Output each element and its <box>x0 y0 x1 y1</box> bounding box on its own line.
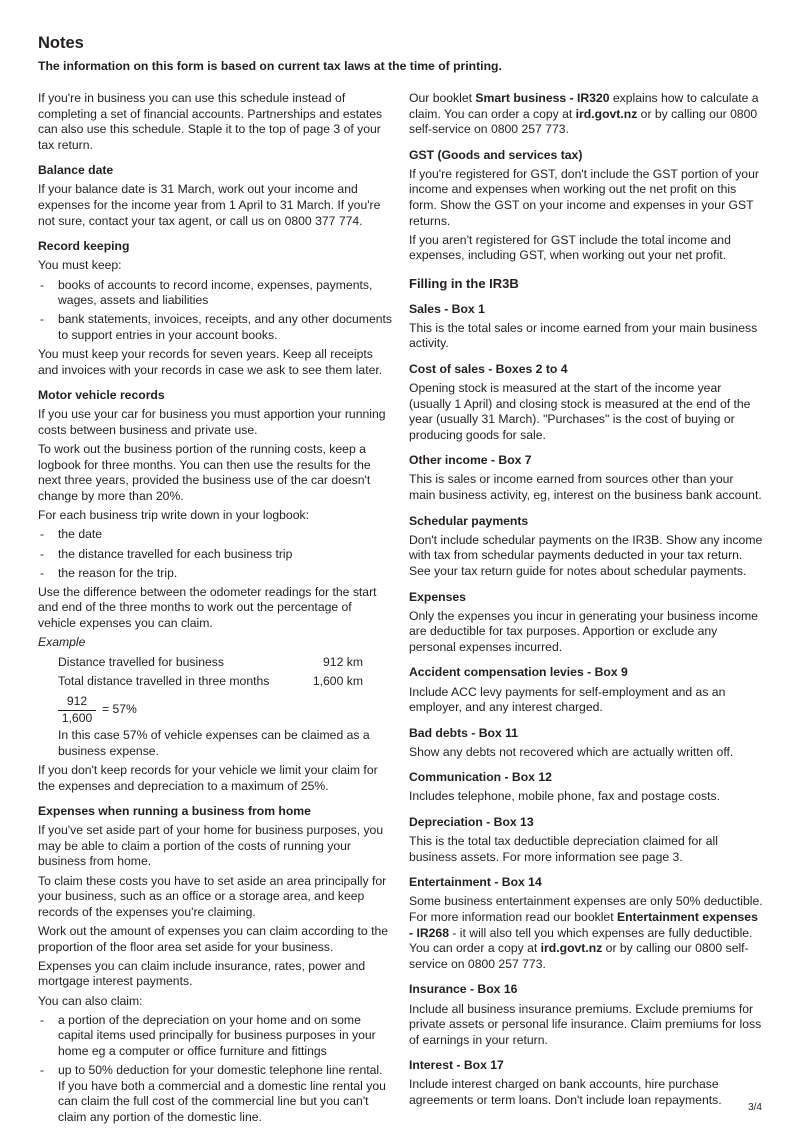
paragraph <box>38 182 392 229</box>
example-value: 1,600 km <box>312 674 363 689</box>
text: the reason for the trip. <box>58 565 178 580</box>
paragraph <box>409 91 763 138</box>
text: Include ACC levy payments for self-employment and as an employer, and any interest charged. <box>409 684 726 715</box>
paragraph <box>38 407 392 438</box>
text: To work out the business portion of the running costs, keep a logbook for three months. You can then use the results for the next three years, provided the business use of the car doesn't change by more than 20%. <box>38 442 371 503</box>
website-link[interactable]: ird.govt.nz <box>540 941 603 956</box>
text: explains how to calculate a claim. You can order a copy at <box>409 91 759 121</box>
text: - it will also tell you which expenses are fully deductible. You can order a copy at <box>409 925 753 956</box>
right-column <box>409 91 763 1112</box>
text: Show any debts not recovered which are actually written off. <box>409 744 734 759</box>
text: To claim these costs you have to set aside an area principally for your business, such as an office or a storage area, and keep records of the expenses you're claiming. <box>38 873 387 919</box>
fraction-result: = 57% <box>102 702 137 717</box>
text: If you're in business you can use this schedule instead of completing a set of financial accounts. Partnerships and estates can also use this schedule. Staple it to the top of page 3 of your tax return. <box>38 91 383 152</box>
section-heading <box>409 982 763 998</box>
example-row <box>38 655 392 671</box>
text: Interest - Box 17 <box>409 1058 504 1073</box>
text: If your balance date is 31 March, work out your income and expenses for the income year from 1 April to 31 March. If you're not sure, contact your tax agent, or call us on 0800 377 774. <box>38 182 381 228</box>
paragraph <box>38 91 392 153</box>
fraction-denominator: 1,600 <box>61 710 93 725</box>
text: Sales - Box 1 <box>409 301 485 316</box>
paragraph <box>38 258 392 274</box>
bullet-item <box>38 1063 392 1125</box>
page-subtitle: The information on this form is based on current tax laws at the time of printing. <box>38 59 502 73</box>
paragraph <box>409 609 763 656</box>
text: This is sales or income earned from sources other than your main business activity, eg, interest on the business bank account. <box>409 472 762 503</box>
text: Balance date <box>38 163 114 178</box>
paragraph <box>38 763 392 794</box>
text: You must keep your records for seven years. Keep all receipts and invoices with your records in case we ask to see them later. <box>38 347 383 377</box>
paragraph <box>409 1002 763 1049</box>
section-heading <box>409 815 763 831</box>
paragraph <box>409 472 763 503</box>
paragraph <box>409 894 763 972</box>
example-row <box>38 674 392 690</box>
text: Record keeping <box>38 239 130 254</box>
text: Opening stock is measured at the start of the income year (usually 1 April) and closing stock is measured at the end of the year (usually 31 March). "Purchases" is the cost of buying or producing goods for sale. <box>409 381 751 442</box>
text: Communication - Box 12 <box>409 770 552 785</box>
text: books of accounts to record income, expenses, payments, wages, assets and liabilities <box>58 277 373 308</box>
text: Entertainment - Box 14 <box>409 875 542 890</box>
text: Include interest charged on bank accounts, hire purchase agreements or term loans. Don't include loan repayments. <box>409 1077 722 1107</box>
bullet-item <box>38 278 392 309</box>
text: If you aren't registered for GST include the total income and expenses, including GST, when working out your net profit. <box>409 232 731 263</box>
text: You must keep: <box>38 258 122 273</box>
paragraph <box>38 994 392 1010</box>
section-heading <box>38 388 392 404</box>
paragraph <box>38 874 392 921</box>
example-label <box>38 635 392 651</box>
section-heading <box>409 665 763 681</box>
page-number: 3/4 <box>748 1102 762 1113</box>
text: Includes telephone, mobile phone, fax and postage costs. <box>409 789 720 804</box>
text: Expenses <box>409 589 466 604</box>
text: This is the total sales or income earned from your main business activity. <box>409 320 758 351</box>
text: If you're registered for GST, don't include the GST portion of your income and expenses when working out the net profit on this form. Show the GST on your income and expenses in your GST returns. <box>409 166 759 228</box>
section-heading <box>409 514 763 530</box>
section-heading <box>38 163 392 179</box>
paragraph <box>38 442 392 504</box>
example-value: 912 km <box>323 654 363 669</box>
text: Bad debts - Box 11 <box>409 725 519 740</box>
paragraph <box>409 685 763 716</box>
section-heading <box>409 726 763 742</box>
section-heading <box>409 302 763 318</box>
text: Other income - Box 7 <box>409 453 532 468</box>
paragraph <box>409 533 763 580</box>
text: Work out the amount of expenses you can claim according to the proportion of the floor area set aside for your business. <box>38 924 389 954</box>
text: or by calling our 0800 self-service on 0800 257 773. <box>409 106 758 137</box>
text: You can also claim: <box>38 993 143 1008</box>
text: Some business entertainment expenses are only 50% deductible. For more information read our booklet <box>409 894 763 925</box>
text: Filling in the IR3B <box>409 276 519 292</box>
section-heading <box>409 770 763 786</box>
text: Expenses when running a business from home <box>38 804 311 819</box>
text: In this case 57% of vehicle expenses can be claimed as a business expense. <box>58 728 370 758</box>
paragraph <box>38 347 392 378</box>
paragraph <box>409 789 763 805</box>
text: bank statements, invoices, receipts, and any other documents to support entries in your account books. <box>58 312 392 342</box>
paragraph <box>409 167 763 229</box>
text: If you use your car for business you must apportion your running costs between business and private use. <box>38 407 386 437</box>
section-heading <box>409 1058 763 1074</box>
text: the date <box>58 527 103 542</box>
booklet-title: Entertainment expenses - IR268 <box>409 910 758 940</box>
text: Our booklet <box>409 91 476 105</box>
section-heading <box>409 148 763 164</box>
bullet-item <box>38 547 392 563</box>
text: For each business trip write down in your logbook: <box>38 508 309 523</box>
example-calculation <box>38 694 392 726</box>
text: Include all business insurance premiums. Exclude premiums for private assets or personal life insurance. Claim premiums for loss of earnings in your return. <box>409 1001 762 1047</box>
fraction-numerator: 912 <box>58 694 96 711</box>
text: Example <box>38 635 86 650</box>
section-heading <box>409 590 763 606</box>
bullet-item <box>38 566 392 582</box>
section-title <box>409 276 763 292</box>
paragraph <box>409 1077 763 1108</box>
text: Use the difference between the odometer readings for the start and end of the three months to work out the percentage of vehicle expenses you can claim. <box>38 584 377 631</box>
text: Cost of sales - Boxes 2 to 4 <box>409 361 568 376</box>
example-label: Total distance travelled in three months <box>58 674 270 689</box>
paragraph <box>409 381 763 443</box>
paragraph <box>409 321 763 352</box>
text: Schedular payments <box>409 513 529 528</box>
paragraph <box>409 233 763 264</box>
text: up to 50% deduction for your domestic telephone line rental. If you have both a commercial and a domestic line rental you can claim the full cost of the commercial line but you can't claim any portion of the domestic line. <box>58 1063 386 1124</box>
section-heading <box>38 239 392 255</box>
bullet-item <box>38 527 392 543</box>
section-heading <box>38 804 392 820</box>
website-link[interactable]: ird.govt.nz <box>575 106 638 121</box>
example-note <box>38 728 392 759</box>
text: Motor vehicle records <box>38 388 165 403</box>
text: Insurance - Box 16 <box>409 982 518 997</box>
paragraph <box>38 823 392 870</box>
text: Depreciation - Box 13 <box>409 815 534 830</box>
paragraph <box>38 585 392 632</box>
text: Only the expenses you incur in generating your business income are deductible for tax purposes. Apportion or exclude any personal expenses incurred. <box>409 608 758 654</box>
text: This is the total tax deductible depreciation claimed for all business assets. For more information see page 3. <box>409 834 718 864</box>
fraction <box>58 694 96 726</box>
paragraph <box>409 834 763 865</box>
text: the distance travelled for each business trip <box>58 546 293 561</box>
example-label: Distance travelled for business <box>58 654 224 669</box>
paragraph <box>38 508 392 524</box>
text: If you don't keep records for your vehicle we limit your claim for the expenses and depreciation to a maximum of 25%. <box>38 763 378 793</box>
bullet-item <box>38 312 392 343</box>
booklet-title: Smart business - IR320 <box>475 91 610 105</box>
paragraph <box>38 959 392 990</box>
text: Expenses you can claim include insurance, rates, power and mortgage interest payments. <box>38 958 366 989</box>
text: Accident compensation levies - Box 9 <box>409 665 628 680</box>
text: a portion of the depreciation on your home and on some capital items used principally for business purposes in your home eg a computer or office furniture and fittings <box>58 1012 376 1058</box>
text: or by calling our 0800 self-service on 0800 257 773. <box>409 941 749 971</box>
text: If you've set aside part of your home for business purposes, you may be able to claim a portion of the costs of running your business from home. <box>38 823 384 869</box>
paragraph <box>409 745 763 761</box>
text: Don't include schedular payments on the IR3B. Show any income with tax from schedular payments deducted in your tax return. See your tax return guide for notes about schedular payments. <box>409 532 763 578</box>
section-heading <box>409 875 763 891</box>
section-heading <box>409 453 763 469</box>
section-heading <box>409 362 763 378</box>
left-column <box>38 91 392 1129</box>
text: GST (Goods and services tax) <box>409 147 583 162</box>
bullet-item <box>38 1013 392 1060</box>
page-title: Notes <box>38 34 84 52</box>
paragraph <box>38 924 392 955</box>
